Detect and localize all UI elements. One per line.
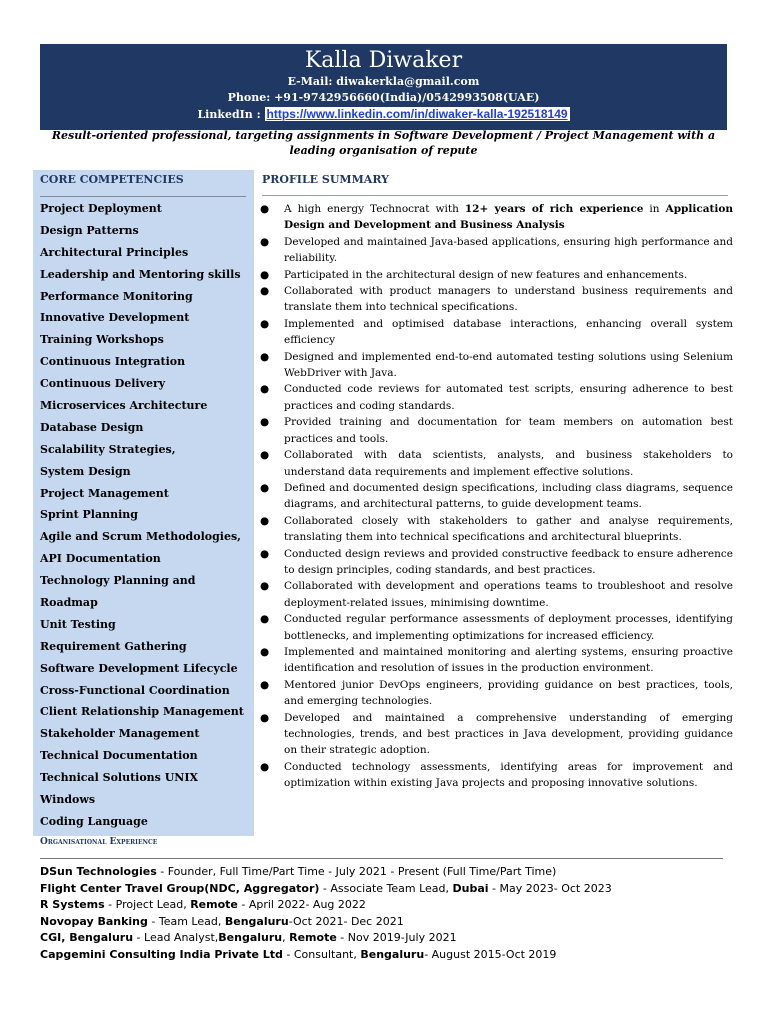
summary-item [257, 414, 733, 447]
bullet-icon: ● [260, 235, 270, 248]
bullet-icon: ● [260, 678, 270, 691]
experience-item [40, 864, 612, 881]
experience-list [40, 864, 612, 964]
competency-item: Technology Planning and [40, 574, 196, 588]
text: Defined and documented design specifications, including class diagrams, sequence diagrams, and architectural patterns, to guide development teams. [284, 481, 733, 511]
bold-text: Bengaluru [360, 947, 425, 961]
text: Conducted regular performance assessments of deployment processes, identifying bottlenecks, and implementing optimizations for increased efficiency. [284, 613, 733, 642]
competency-item: Coding Language [40, 814, 148, 828]
bullet-icon: ● [260, 514, 270, 527]
profile-summary-title: PROFILE SUMMARY [262, 173, 389, 186]
competency-item: System Design [40, 464, 131, 478]
text: Developed and maintained Java-based applications, ensuring high performance and reliability. [284, 235, 733, 265]
text: - Associate Team Lead, [319, 881, 453, 895]
text: Mentored junior DevOps engineers, providing guidance on best practices, tools, and emerging technologies. [284, 678, 733, 708]
competency-item: Unit Testing [40, 617, 116, 631]
bold-text: Remote [289, 931, 337, 945]
bullet-icon: ● [260, 317, 270, 330]
bold-text: Novopay Banking [40, 914, 148, 928]
competency-item: API Documentation [40, 552, 161, 566]
summary-item [257, 578, 733, 611]
bullet-icon: ● [260, 416, 270, 429]
summary-item [257, 644, 733, 677]
summary-item [257, 267, 733, 283]
summary-item [257, 759, 733, 792]
profile-summary-list [257, 201, 733, 792]
text: in [643, 203, 666, 215]
summary-item [257, 710, 733, 759]
text: -Oct 2021- Dec 2021 [288, 914, 404, 928]
summary-item [257, 611, 733, 644]
competency-item: Software Development Lifecycle [40, 661, 238, 675]
resume-header [40, 44, 727, 130]
competency-item: Scalability Strategies, [40, 442, 176, 456]
text: Implemented and optimised database interactions, enhancing overall system efficiency [284, 317, 733, 347]
summary-item [257, 234, 733, 267]
bold-text: CGI, Bengaluru [40, 931, 134, 945]
core-competencies-title: CORE COMPETENCIES [40, 173, 184, 186]
text: Collaborated with product managers to understand business requirements and translate them into technical specifications. [284, 285, 733, 314]
competency-item: Architectural Principles [40, 245, 189, 259]
bullet-icon: ● [260, 268, 270, 281]
bold-text: 12+ years of rich experience [464, 203, 644, 215]
experience-item [40, 881, 612, 898]
competency-item: Technical Solutions UNIX [40, 771, 199, 785]
linkedin-label: LinkedIn : [197, 108, 261, 121]
bullet-icon: ● [260, 481, 270, 494]
bold-text: DSun Technologies [40, 865, 157, 878]
linkedin-link[interactable]: https://www.linkedin.com/in/diwaker-kalla-192518149 [266, 107, 568, 121]
text: Provided training and documentation for team members on automation best practices and tools. [284, 416, 733, 445]
text: Collaborated with development and operations teams to troubleshoot and resolve deployment-related issues, minimising downtime. [284, 580, 733, 609]
bullet-icon: ● [260, 383, 270, 396]
competency-item: Cross-Functional Coordination [40, 683, 230, 697]
bold-text: Bengaluru [224, 914, 289, 928]
competency-item: Windows [40, 793, 96, 807]
text: Conducted code reviews for automated test scripts, ensuring adherence to best practices and coding standards. [284, 383, 733, 412]
text: Developed and maintained a comprehensive understanding of emerging technologies, trends, and best practices in Java development, providing guidance on their strategic adoption. [284, 711, 733, 757]
bold-text: Capgemini Consulting India Private Ltd [40, 947, 283, 961]
text: , [282, 931, 290, 945]
competency-item: Technical Documentation [40, 749, 198, 763]
bullet-icon: ● [260, 645, 270, 658]
summary-item [257, 447, 733, 480]
text: - Project Lead, [104, 898, 191, 912]
bold-text: R Systems [40, 898, 105, 912]
text: - Nov 2019-July 2021 [336, 931, 457, 945]
text: A high energy Technocrat with [284, 203, 465, 215]
bullet-icon: ● [260, 580, 270, 593]
competency-item: Roadmap [40, 596, 98, 610]
text: - Lead Analyst, [133, 931, 219, 945]
text: - August 2015-Oct 2019 [424, 947, 557, 961]
competency-item: Database Design [40, 420, 144, 434]
summary-item [257, 513, 733, 546]
divider [262, 195, 728, 196]
summary-item [257, 201, 733, 234]
divider [40, 196, 246, 197]
competency-item: Performance Monitoring [40, 289, 193, 303]
bold-text: Application Design and Development and Business Analysis [284, 203, 734, 232]
experience-item [40, 947, 612, 964]
competency-item: Leadership and Mentoring skills [40, 267, 241, 281]
competency-item: Microservices Architecture [40, 399, 208, 413]
core-competencies-panel [33, 170, 254, 836]
bold-text: Remote [190, 898, 238, 912]
bullet-icon: ● [260, 613, 270, 626]
linkedin-line [40, 106, 727, 123]
summary-item [257, 349, 733, 382]
bullet-icon: ● [260, 760, 270, 773]
text: - May 2023- Oct 2023 [488, 881, 612, 895]
career-objective: Result-oriented professional, targeting assignments in Software Development / Project Management with a leading organisation of repute [51, 129, 716, 157]
experience-item [40, 897, 612, 914]
experience-item [40, 930, 612, 947]
text: - April 2022- Aug 2022 [237, 898, 366, 912]
text: Collaborated with data scientists, analysts, and business stakeholders to understand data requirements and implement effective solutions. [284, 449, 733, 478]
competency-item: Continuous Integration [40, 355, 186, 369]
competency-item: Agile and Scrum Methodologies, [40, 530, 241, 544]
text: Conducted technology assessments, identifying areas for improvement and optimization within existing Java projects and proposing innovative solutions. [284, 760, 733, 790]
bullet-icon: ● [260, 203, 270, 215]
bullet-icon: ● [260, 547, 270, 560]
competency-item: Innovative Development [40, 311, 190, 325]
competency-item: Training Workshops [40, 333, 164, 347]
bullet-icon: ● [260, 711, 270, 724]
bold-text: Dubai [452, 881, 489, 895]
competency-item: Project Management [40, 486, 169, 500]
experience-title: Organisational Experience [40, 837, 158, 847]
summary-item [257, 546, 733, 579]
text: - Consultant, [282, 947, 361, 961]
summary-item [257, 283, 733, 316]
text: - Team Lead, [147, 914, 225, 928]
bullet-icon: ● [260, 449, 270, 462]
bullet-icon: ● [260, 350, 270, 363]
bold-text: Flight Center Travel Group(NDC, Aggregator) [40, 881, 320, 895]
email-line: E-Mail: diwakerkla@gmail.com [287, 75, 480, 88]
text: Conducted design reviews and provided constructive feedback to ensure adherence to design principles, coding standards, and best practices. [284, 547, 733, 576]
phone-line: Phone: +91-9742956660(India)/0542993508(UAE) [227, 91, 540, 104]
text: Designed and implemented end-to-end automated testing solutions using Selenium WebDriver with Java. [284, 350, 733, 380]
competency-list [40, 201, 244, 836]
competency-item: Requirement Gathering [40, 639, 187, 653]
summary-item [257, 480, 733, 513]
candidate-name: Kalla Diwaker [304, 48, 463, 73]
bullet-icon: ● [260, 285, 270, 298]
text: Implemented and maintained monitoring and alerting systems, ensuring proactive identification and resolution of issues in the production environment. [284, 645, 733, 675]
competency-item: Client Relationship Management [40, 705, 244, 719]
text: Participated in the architectural design of new features and enhancements. [284, 268, 688, 281]
summary-item [257, 677, 733, 710]
competency-item: Stakeholder Management [40, 727, 200, 741]
text: - Founder, Full Time/Part Time - July 2021 - Present (Full Time/Part Time) [156, 865, 557, 878]
bold-text: Bengaluru [218, 931, 283, 945]
competency-item: Design Patterns [40, 223, 139, 237]
competency-item: Sprint Planning [40, 508, 138, 522]
experience-item [40, 914, 612, 931]
competency-item: Project Deployment [40, 202, 162, 215]
divider [40, 858, 723, 859]
summary-item [257, 316, 733, 349]
competency-item: Continuous Delivery [40, 377, 166, 391]
text: Collaborated closely with stakeholders to gather and analyse requirements, translating them into technical specifications and architectural blueprints. [284, 514, 733, 544]
summary-item [257, 381, 733, 414]
